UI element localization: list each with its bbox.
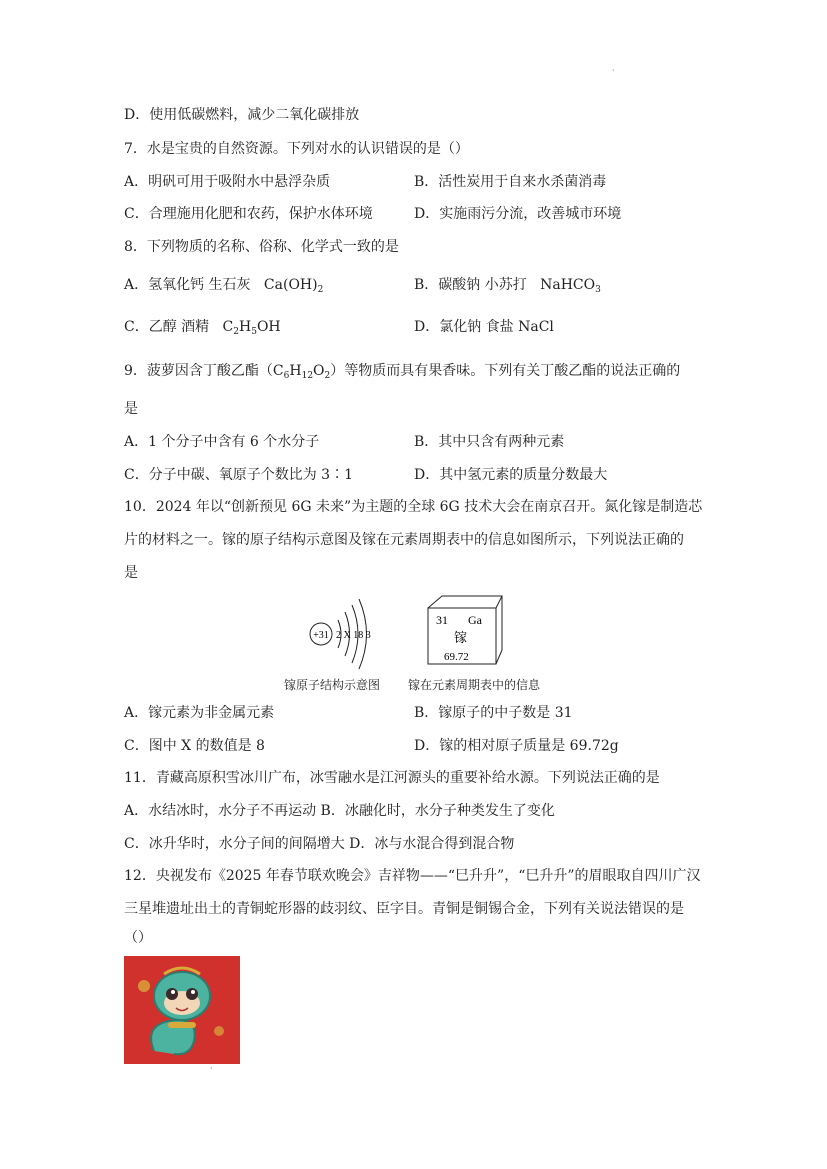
q12-stem-line3: （） <box>124 930 152 946</box>
formula-part: C <box>222 319 234 335</box>
formula-sub: 2 <box>317 285 324 295</box>
formula-sub: 3 <box>595 285 601 295</box>
q12-stem-line1: 12．央视发布《2025 年春节联欢晚会》吉祥物——“巳升升”，“巳升升”的眉眼取自四川广汉 <box>124 868 701 884</box>
q9-stem <box>124 362 680 385</box>
q7-option-d: D．实施雨污分流，改善城市环境 <box>414 206 622 222</box>
q8-option-c <box>124 318 281 341</box>
q11-options-cd: C．冰升华时，水分子间的间隔增大 D．冰与水混合得到混合物 <box>124 836 515 852</box>
q7-option-c: C．合理施用化肥和农药，保护水体环境 <box>124 206 373 222</box>
q9-stem-cont: 是 <box>124 401 138 417</box>
nucleus-charge: +31 <box>313 630 329 641</box>
snake-mascot-image <box>124 956 240 1064</box>
q9-option-d: D．其中氢元素的质量分数最大 <box>414 467 608 483</box>
q9-stem-part1: 9．菠萝因含丁酸乙酯（ <box>124 363 273 379</box>
formula-part: C <box>272 363 284 379</box>
q10-option-b: B．镓原子的中子数是 31 <box>414 705 573 721</box>
q11-stem: 11．青藏高原积雪冰川广布，冰雪融水是江河源头的重要补给水源。下列说法正确的是 <box>124 770 660 786</box>
q9-formula <box>273 363 330 379</box>
formula-sub: 6 <box>283 371 290 381</box>
q10-stem-line1: 10．2024 年以“创新预见 6G 未来”为主题的全球 6G 技术大会在南京召开。氮化镓是制造芯 <box>124 499 703 515</box>
q8-a-formula <box>264 277 323 293</box>
q8-b-formula <box>540 277 601 293</box>
q8-option-a <box>124 276 323 299</box>
q10-stem-line3: 是 <box>124 565 138 581</box>
q11-options-ab: A．水结冰时，水分子不再运动 B．冰融化时，水分子种类发生了变化 <box>124 803 555 819</box>
formula-part: OH <box>256 319 281 335</box>
q10-option-a: A．镓元素为非金属元素 <box>124 705 275 721</box>
q9-stem-part2: ）等物质而具有果香味。下列有关丁酸乙酯的说法正确的 <box>330 363 681 379</box>
q7-stem: 7．水是宝贵的自然资源。下列对水的认识错误的是（） <box>124 141 469 157</box>
formula-part: H <box>289 363 302 379</box>
formula-part: H <box>238 319 252 335</box>
element-name: 镓 <box>454 631 468 646</box>
formula-main: NaHCO <box>540 277 596 293</box>
shell-electron-counts: 2 X 18 3 <box>336 630 371 641</box>
q8-c-formula <box>223 319 281 335</box>
caption-periodic-cell: 镓在元素周期表中的信息 <box>408 678 541 692</box>
q8-b-text: B．碳酸钠 小苏打 <box>414 277 527 293</box>
formula-sub: 5 <box>251 327 257 337</box>
q10-stem-line2: 片的材料之一。镓的原子结构示意图及镓在元素周期表中的信息如图所示，下列说法正确的 <box>124 532 684 548</box>
q10-option-d: D．镓的相对原子质量是 69.72g <box>414 738 619 754</box>
formula-main: Ca(OH) <box>263 277 318 293</box>
formula-sub: 2 <box>233 327 239 337</box>
q10-option-c: C．图中 X 的数值是 8 <box>124 738 265 754</box>
gallium-atom-structure-diagram <box>300 596 390 672</box>
scan-dot: · <box>210 1064 213 1073</box>
q6-option-d: D．使用低碳燃料，减少二氧化碳排放 <box>124 107 360 123</box>
element-symbol: Ga <box>468 613 482 627</box>
caption-atom-diagram: 镓原子结构示意图 <box>284 678 381 692</box>
snake-mascot-icon <box>124 956 240 1064</box>
atomic-mass: 69.72 <box>444 651 469 663</box>
formula-sub: 12 <box>301 371 314 381</box>
formula-sub: 2 <box>324 371 331 381</box>
q7-option-b: B．活性炭用于自来水杀菌消毒 <box>414 174 607 190</box>
q7-option-a: A．明矾可用于吸附水中悬浮杂质 <box>124 174 331 190</box>
q12-stem-line2: 三星堆遗址出土的青铜蛇形器的歧羽纹、臣字目。青铜是铜锡合金，下列有关说法错误的是 <box>124 901 684 917</box>
q8-a-text: A．氢氧化钙 生石灰 <box>124 277 251 293</box>
q8-option-b <box>414 276 601 299</box>
formula-part: O <box>313 363 325 379</box>
q8-option-d: D．氯化钠 食盐 NaCl <box>414 319 554 335</box>
q8-stem: 8．下列物质的名称、俗称、化学式一致的是 <box>124 239 399 255</box>
q9-option-a: A．1 个分子中含有 6 个水分子 <box>124 434 320 450</box>
gallium-periodic-cell <box>420 594 510 668</box>
q9-option-c: C．分子中碳、氧原子个数比为 3∶1 <box>124 467 353 483</box>
q8-c-text: C．乙醇 酒精 <box>124 319 210 335</box>
scan-dot: · <box>612 66 615 75</box>
q9-option-b: B．其中只含有两种元素 <box>414 434 565 450</box>
atomic-number: 31 <box>436 613 448 627</box>
